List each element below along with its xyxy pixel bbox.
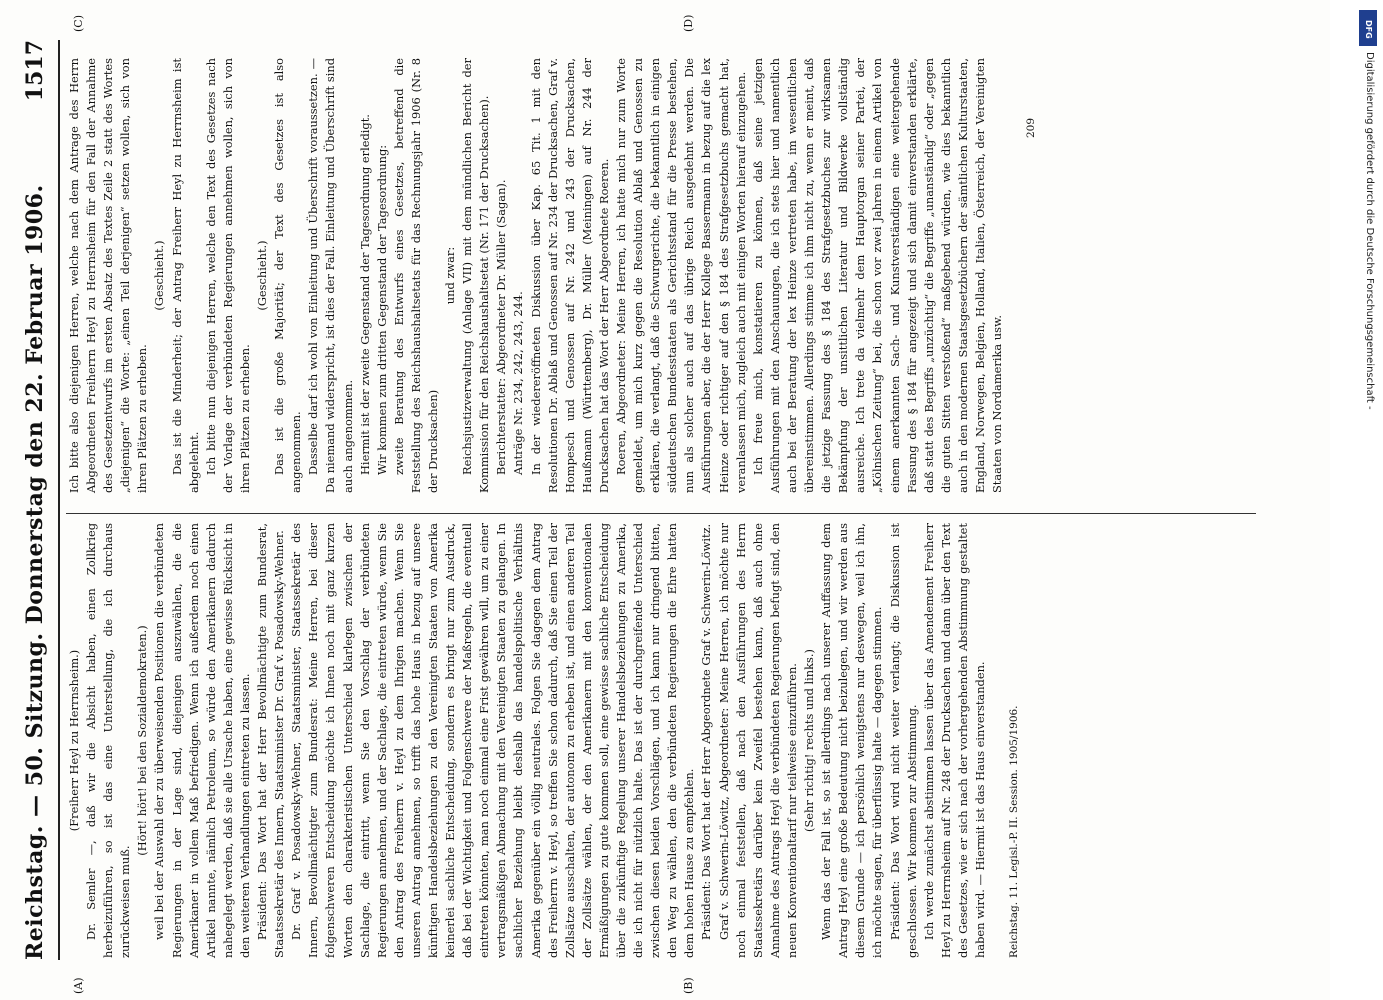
- paragraph: Roeren, Abgeordneter: Meine Herren, ich hatte mich nur zum Worte gemeldet, um mich kurz gegen die Resolution Ablaß und Genossen zu erklären, die verlangt, daß die Schwurgerichte, die bekanntlich in einigen süddeutschen Bundesstaaten als Gerichtsstand für die Presse bestehen, nun als solcher auch auf das übrige Reich ausgedehnt werden. Die Ausführungen aber, die der Herr Kollege Bassermann in bezug auf die lex Heinze oder richtiger auf den § 184 des Strafgesetzbuchs gemacht hat, veranlassen mich, zugleich auch mit einigen Worten hierauf einzugehen.: [614, 58, 748, 493]
- running-header: [0, 0, 60, 1000]
- column-separator: [66, 513, 1256, 514]
- paragraph: Reichsjustizverwaltung (Anlage VII) mit dem mündlichen Bericht der Kommission für den Reichshaushaltsetat (Nr. 171 der Drucksachen).: [460, 58, 492, 493]
- paragraph: Präsident: Das Wort hat der Herr Bevollmächtigte zum Bundesrat, Staatssekretär des Innern, Staatsminister Dr. Graf v. Posadowsky-Wehner.: [255, 523, 287, 958]
- paragraph: Dr. Graf v. Posadowsky-Wehner, Staatsminister, Staatssekretär des Innern, Bevollmächtigter zum Bundesrat: Meine Herren, bei dieser folgenschweren Entscheidung möchte ich Ihnen noch mit ganz kurzen Worten den charakteristischen Unterschied klarlegen zwischen der Sachlage, die eintritt, wenn Sie den Vorschlag der verbündeten Regierungen annehmen, und der Sachlage, die eintreten würde, wenn Sie den Antrag des Freiherrn v. Heyl zu dem Ihrigen machen. Wenn Sie unseren Antrag annehmen, so trifft das hohe Haus in bezug auf unsere künftigen Handelsbeziehungen zu den Vereinigten Staaten von Amerika keinerlei sachliche Entscheidung, sondern es bringt nur zum Ausdruck, daß bei der Wichtigkeit und Folgenschwere der Maßregeln, die eventuell eintreten könnten, man noch einmal eine Frist gewähren will, um zu einer vertragsmäßigen Abmachung mit den Vereinigten Staaten zu gelangen. In sachlicher Beziehung bleibt deshalb das handelspolitische Verhältnis Amerika gegenüber ein völlig neutrales. Folgen Sie dagegen dem Antrag des Freiherrn v. Heyl, so treffen Sie schon dadurch, daß Sie einen Teil der Zollsätze ausschalten, der autonom zu erheben ist, und einen anderen Teil der Zollsätze wählen, der den Amerikanern mit den konventionalen Ermäßigungen zu gute kommen soll, eine gewisse sachliche Entscheidung über die zukünftige Regelung unserer Handelsbeziehungen zu Amerika, die ich nicht für nützlich halte. Das ist der durchgreifende Unterschied zwischen diesen beiden Vorschlägen, und ich kann nur dringend bitten, den Weg zu wählen, den die verbündeten Regierungen die Ehre hatten dem hohen Hause zu empfehlen.: [289, 523, 697, 958]
- digitization-credit: Digitalisierung gefördert durch die Deutsche Forschungsgemeinschaft -: [1364, 52, 1375, 410]
- margin-marker-c: (C): [72, 15, 85, 32]
- paragraph: Ich bitte nun diejenigen Herren, welche den Text des Gesetzes nach der Vorlage der verbündeten Regierungen annehmen wollen, sich von ihren Plätzen zu erheben.: [203, 58, 252, 493]
- column-footer: 209: [1025, 118, 1038, 139]
- header-title: Reichstag. — 50. Sitzung. Donnerstag den 22. Februar 1906.: [22, 184, 48, 960]
- digitization-strip: [1356, 10, 1382, 770]
- paragraph: Präsident: Das Wort wird nicht weiter verlangt; die Diskussion ist geschlossen. Wir kommen zur Abstimmung.: [887, 523, 919, 958]
- margin-marker-b: (B): [682, 977, 695, 994]
- paragraph: Ich bitte also diejenigen Herren, welche nach dem Antrage des Herrn Abgeordneten Freiherrn Heyl zu Herrnsheim für den Fall der Annahme des Gesetzentwurfs im ersten Absatz des Textes Zeile 2 statt des Wortes „diejenigen“ die Worte: „einen Teil derjenigen“ setzen wollen, sich von ihren Plätzen zu erheben.: [67, 58, 150, 493]
- paragraph: In der wiedereröffneten Diskussion über Kap. 65 Tit. 1 mit den Resolutionen Dr. Ablaß und Genossen auf Nr. 234 der Drucksachen, Graf v. Hompesch und Genossen auf Nr. 242 und 243 der Drucksachen, Haußmann (Württemberg), Dr. Müller (Meiningen) auf Nr. 244 der Drucksachen hat das Wort der Herr Abgeordnete Roeren.: [528, 58, 611, 493]
- paragraph: Graf v. Schwerin-Löwitz, Abgeordneter: Meine Herren, ich möchte nur noch einmal feststellen, daß nach den Ausführungen des Herrn Staatssekretärs darüber kein Zweifel bestehen kann, daß auch ohne Annahme des Antrags Heyl die verbündeten Regierungen befugt sind, den neuen Konventionaltarif nur teilweise einzuführen.: [716, 523, 799, 958]
- dfg-logo: DFG: [1359, 10, 1377, 46]
- paragraph: Berichterstatter: Abgeordneter Dr. Müller (Sagan).: [494, 179, 509, 475]
- paragraph: Präsident: Das Wort hat der Herr Abgeordnete Graf v. Schwerin-Löwitz.: [699, 523, 714, 940]
- paragraph: (Freiherr Heyl zu Herrnsheim.): [67, 649, 81, 832]
- page-number: 1517: [22, 40, 48, 102]
- paragraph: Das ist die große Majorität; der Text des Gesetzes ist also angenommen.: [272, 58, 304, 493]
- paragraph: Ich freue mich, konstatieren zu können, daß seine jetzigen Ausführungen mit den Anschauungen, die ich stets hier und namentlich auch bei der Beratung der lex Heinze vertreten habe, im wesentlichen übereinstimmen. Allerdings stimme ich ihm nicht zu, wenn er meint, daß die jetzige Fassung des § 184 des Strafgesetzbuches zur wirksamen Bekämpfung der unsittlichen Literatur und Bildwerke vollständig ausreiche. Ich trete da vielmehr dem Hauptorgan seiner Partei, der „Kölnischen Zeitung“ bei, die schon vor zwei Jahren in einem Artikel von einem anerkannten Sach- und Kunstverständigen eine weitergehende Fassung des § 184 für angezeigt und sich damit einverstanden erklärte, daß statt des Begriffs „unzüchtig“ die Begriffe „unanständig“ oder „gegen die guten Sitten verstoßend“ maßgebend würden, wie dies bekanntlich auch in den modernen Staatsgesetzbüchern der sämtlichen Kulturstaaten, England, Norwegen, Belgien, Holland, Italien, Österreich, der Vereinigten Staaten von Nordamerika usw.: [750, 58, 1005, 493]
- paragraph: Dr. Semler —, daß wir die Absicht haben, einen Zollkrieg herbeizuführen, so ist das eine Unterstellung, die ich durchaus zurückweisen muß.: [84, 523, 133, 958]
- paragraph: und zwar:: [443, 246, 458, 305]
- margin-marker-d: (D): [682, 14, 695, 32]
- left-column: [66, 523, 1023, 958]
- paragraph: Wenn das der Fall ist, so ist allerdings nach unserer Auffassung dem Antrag Heyl eine große Bedeutung nicht beizulegen, und wir werden aus diesem Grunde — ich persönlich wenigstens nur deswegen, weil ich ihn, ich möchte sagen, für überflüssig halte — dagegen stimmen.: [819, 523, 885, 958]
- paragraph: (Geschieht.): [152, 240, 167, 311]
- right-column: [66, 58, 1040, 493]
- paragraph: Dasselbe darf ich wohl von Einleitung und Überschrift voraussetzen. — Da niemand widerspricht, ist dies der Fall. Einleitung und Überschrift sind auch angenommen.: [306, 58, 355, 493]
- paragraph: (Hört! hört! bei den Sozialdemokraten.): [135, 625, 150, 856]
- paragraph: Hiermit ist der zweite Gegenstand der Tagesordnung erledigt.: [357, 114, 372, 475]
- margin-marker-a: (A): [72, 977, 85, 994]
- column-footer: Reichstag. 11. Legisl.-P. II. Session. 1905/1906.: [1008, 705, 1021, 958]
- paragraph: zweite Beratung des Entwurfs eines Gesetzes, betreffend die Feststellung des Reichshaushaltsetats für das Rechnungsjahr 1906 (Nr. 8 der Drucksachen): [391, 58, 440, 493]
- paragraph: weil bei der Auswahl der zu überweisenden Positionen die verbündeten Regierungen in der Lage sind, diejenigen auszuwählen, die die Amerikaner in vollem Maß befriedigen. Wenn ich außerdem noch einen Artikel nannte, nämlich Petroleum, so würde den Amerikanern dadurch nahegelegt werden, daß sie alle Ursache haben, eine gewisse Rücksicht in den weiteren Verhandlungen eintreten zu lassen.: [152, 523, 252, 958]
- paragraph: Anträge Nr. 234, 242, 243, 244.: [511, 291, 526, 475]
- paragraph: (Sehr richtig! rechts und links.): [802, 649, 817, 832]
- paragraph: (Geschieht.): [255, 240, 270, 311]
- paragraph: Ich werde zunächst abstimmen lassen über das Amendement Freiherr Heyl zu Herrnsheim auf Nr. 248 der Drucksachen und dann über den Text des Gesetzes, wie er sich nach der vorhergehenden Abstimmung gestaltet haben wird. — Hiermit ist das Haus einverstanden.: [921, 523, 987, 958]
- paragraph: Das ist die Minderheit; der Antrag Freiherr Heyl zu Herrnsheim ist abgelehnt.: [169, 58, 201, 493]
- header-rule: [58, 40, 60, 960]
- paragraph: Wir kommen zum dritten Gegenstand der Tagesordnung:: [374, 144, 389, 475]
